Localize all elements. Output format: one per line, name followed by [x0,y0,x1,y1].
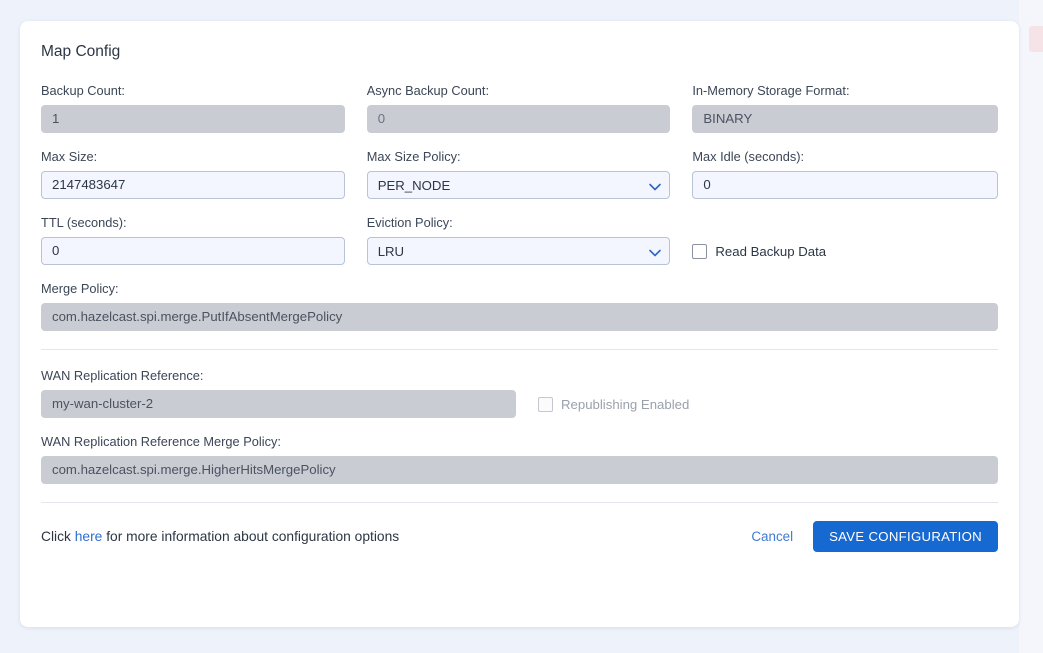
max-size-policy-select[interactable] [367,171,671,199]
right-side-strip [1019,0,1043,653]
field-wan-replication-reference [41,368,516,418]
page-title: Map Config [41,43,121,60]
form-row-merge-policy [41,281,998,331]
backup-count-input[interactable] [41,105,345,133]
wan-replication-reference-label: WAN Replication Reference: [41,368,204,383]
republishing-enabled-row [538,390,689,418]
max-idle-label: Max Idle (seconds): [692,149,805,164]
merge-policy-label: Merge Policy: [41,281,119,296]
max-idle-input[interactable] [692,171,998,199]
wan-merge-policy-input[interactable] [41,456,998,484]
field-read-backup-data [692,215,998,265]
read-backup-data-label: Read Backup Data [715,243,827,259]
wan-merge-policy-label: WAN Replication Reference Merge Policy: [41,434,281,449]
right-edge-sliver [1029,26,1043,52]
async-backup-count-label: Async Backup Count: [366,83,490,98]
max-size-input[interactable] [41,171,345,199]
field-max-size [41,149,345,199]
in-memory-format-input[interactable] [692,105,998,133]
form-row-1 [41,83,998,133]
form-row-2 [41,149,998,199]
section-divider-bottom [41,502,998,503]
max-size-policy-label: Max Size Policy: [366,149,461,164]
form-row-wan-reference [41,368,998,418]
more-info-link[interactable]: here [74,529,103,544]
async-backup-count-input[interactable] [367,105,671,133]
in-memory-format-label: In-Memory Storage Format: [692,83,850,98]
field-eviction-policy [367,215,671,265]
max-size-label: Max Size: [41,149,98,164]
ttl-label: TTL (seconds): [41,215,127,230]
section-divider-top [41,349,998,350]
footer-info-text [41,529,399,544]
merge-policy-input[interactable] [41,303,998,331]
card-footer [41,521,998,552]
form-row-wan-merge-policy [41,434,998,484]
footer-note-suffix: for more information about configuration options [102,529,400,544]
field-max-size-policy [367,149,671,199]
field-ttl [41,215,345,265]
field-async-backup-count [367,83,671,133]
cancel-button[interactable]: Cancel [747,523,797,550]
read-backup-data-row[interactable] [692,237,998,265]
backup-count-label: Backup Count: [41,83,125,98]
field-backup-count [41,83,345,133]
field-in-memory-format [692,83,998,133]
eviction-policy-label: Eviction Policy: [366,215,453,230]
republishing-enabled-label: Republishing Enabled [561,396,690,412]
map-config-card [20,21,1019,627]
wan-replication-reference-input[interactable] [41,390,516,418]
form-row-3 [41,215,998,265]
read-backup-data-checkbox[interactable] [692,244,707,259]
footer-actions [747,521,998,552]
eviction-policy-select[interactable] [367,237,671,265]
field-wan-merge-policy [41,434,998,484]
footer-note-prefix: Click [41,529,75,544]
field-max-idle [692,149,998,199]
save-configuration-button[interactable]: SAVE CONFIGURATION [813,521,998,552]
field-merge-policy [41,281,998,331]
ttl-input[interactable] [41,237,345,265]
republishing-enabled-checkbox [538,397,553,412]
